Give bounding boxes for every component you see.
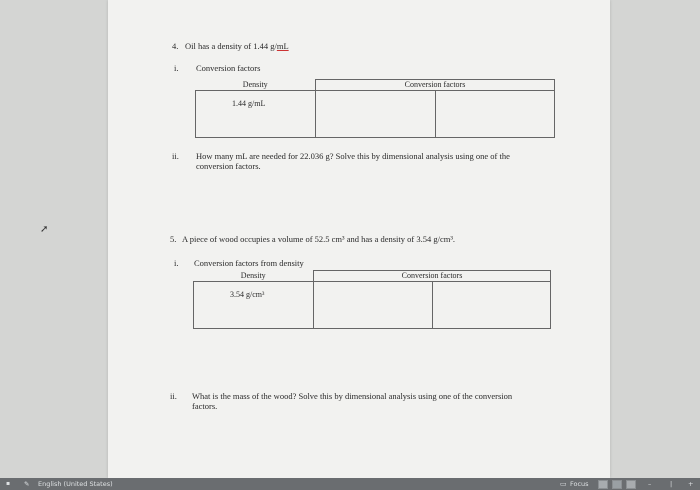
- q4-density-value: 1.44 g/mL: [232, 99, 266, 108]
- spellcheck-underline: mL: [276, 41, 289, 51]
- focus-icon[interactable]: ▭: [560, 480, 567, 488]
- q4-density-header: Density: [196, 80, 316, 91]
- page-indicator-icon: ▪: [6, 480, 11, 487]
- q4-part-ii-number: ii.: [172, 151, 179, 161]
- q4-conversion-cell-2[interactable]: [436, 91, 555, 138]
- q5-part-i-number: i.: [174, 258, 179, 268]
- q5-part-ii-number: ii.: [170, 391, 177, 401]
- status-bar: [0, 478, 700, 490]
- q4-conversion-header[interactable]: Conversion factors: [316, 80, 555, 91]
- zoom-slider-icon[interactable]: |: [670, 480, 673, 488]
- q5-text: A piece of wood occupies a volume of 52.5 cm³ and has a density of 3.54 g/cm³.: [182, 234, 456, 244]
- pointer-arrow-icon: ➚: [40, 224, 49, 235]
- language-indicator[interactable]: English (United States): [38, 480, 113, 488]
- focus-button[interactable]: Focus: [570, 480, 589, 488]
- q5-part-i-label: Conversion factors from density: [194, 258, 304, 268]
- q5-conversion-table: [193, 270, 551, 329]
- q5-part-ii-text: What is the mass of the wood? Solve this by dimensional analysis using one of the conversion factors.: [192, 391, 513, 411]
- q4-part-ii-text: How many mL are needed for 22.036 g? Solve this by dimensional analysis using one of the conversion factors.: [196, 151, 510, 171]
- q4-number: 4.: [172, 41, 179, 51]
- q5-density-cell[interactable]: [194, 282, 314, 329]
- q4-part-i-label: Conversion factors: [196, 63, 261, 73]
- q5-density-header: Density: [194, 271, 314, 282]
- print-layout-icon[interactable]: [612, 480, 622, 489]
- q5-number: 5.: [170, 234, 177, 244]
- zoom-in-icon[interactable]: +: [688, 480, 694, 488]
- q4-part-i-number: i.: [174, 63, 179, 73]
- q5-conversion-header[interactable]: Conversion factors: [314, 271, 551, 282]
- q5-conversion-cell-1[interactable]: [314, 282, 433, 329]
- zoom-out-icon[interactable]: –: [648, 480, 652, 488]
- q5-conversion-cell-2[interactable]: [433, 282, 551, 329]
- q5-density-value: 3.54 g/cm³: [230, 290, 265, 299]
- q4-density-cell[interactable]: [196, 91, 316, 138]
- web-layout-icon[interactable]: [626, 480, 636, 489]
- document-page: [108, 0, 610, 478]
- q4-conversion-cell-1[interactable]: [316, 91, 436, 138]
- proofing-icon[interactable]: ✎: [24, 480, 30, 488]
- read-mode-icon[interactable]: [598, 480, 608, 489]
- q4-conversion-table: [195, 79, 555, 138]
- q4-text: Oil has a density of 1.44 g/mL: [185, 41, 289, 51]
